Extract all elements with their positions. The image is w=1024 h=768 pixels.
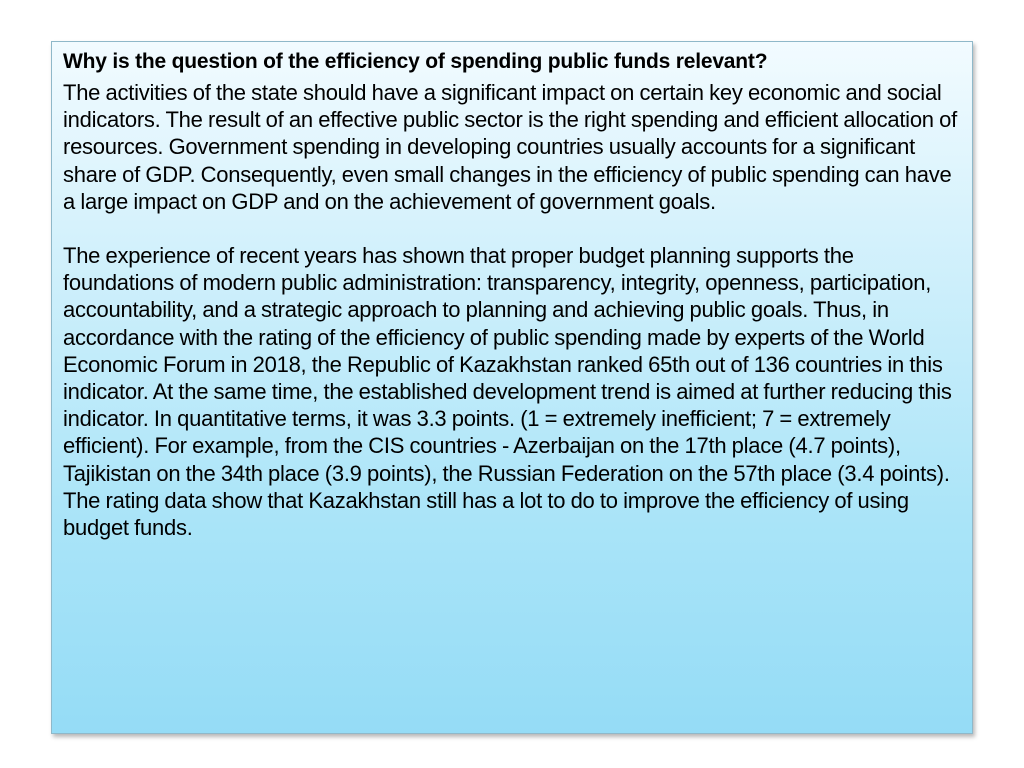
slide-heading: Why is the question of the efficiency of spending public funds relevant? xyxy=(63,50,768,73)
content-text-box xyxy=(51,41,973,734)
paragraph-public-sector-impact: The activities of the state should have a significant impact on certain key economic and social indicators. The result of an effective public sector is the right spending and efficient allocation of resources. Government spending in developing countries usually accounts for a significant share of GDP. Consequently, even small changes in the efficiency of public spending can have a large impact on GDP and on the achievement of government goals. xyxy=(63,80,957,214)
paragraph-kazakhstan-rating: The experience of recent years has shown that proper budget planning supports the foundations of modern public administration: transparency, integrity, openness, participation, accountability, and a strategic approach to planning and achieving public goals. Thus, in accordance with the rating of the efficiency of public spending made by experts of the World Economic Forum in 2018, the Republic of Kazakhstan ranked 65th out of 136 countries in this indicator. At the same time, the established development trend is aimed at further reducing this indicator. In quantitative terms, it was 3.3 points. (1 = extremely inefficient; 7 = extremely efficient). For example, from the CIS countries - Azerbaijan on the 17th place (4.7 points), Tajikistan on the 34th place (3.9 points), the Russian Federation on the 57th place (3.4 points). The rating data show that Kazakhstan still has a lot to do to improve the efficiency of using budget funds. xyxy=(63,243,952,541)
